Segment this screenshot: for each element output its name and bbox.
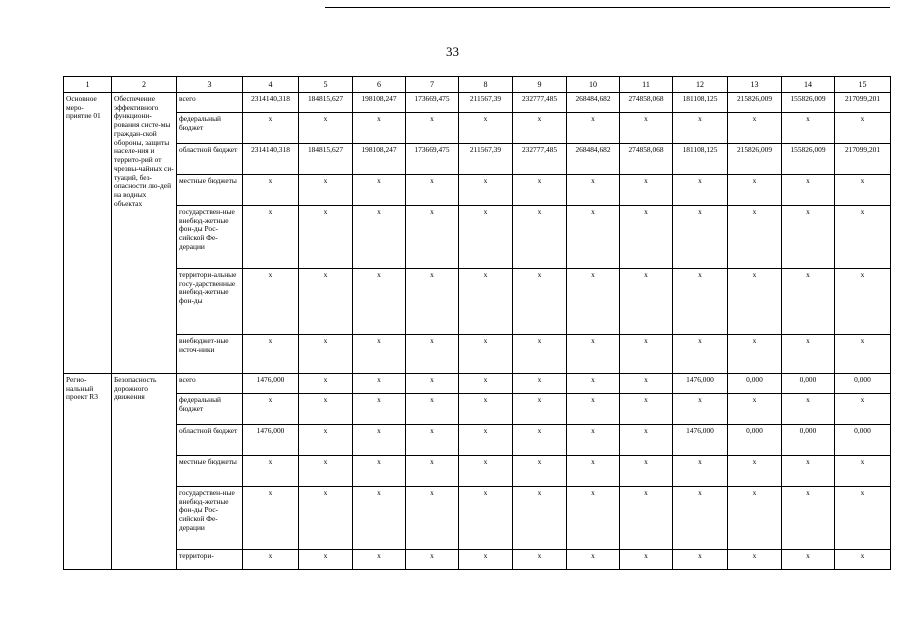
value-cell: х — [459, 113, 513, 144]
value-cell: х — [243, 335, 299, 374]
value-cell: х — [728, 113, 782, 144]
value-cell: 1476,000 — [673, 425, 728, 456]
value-cell: х — [353, 374, 406, 394]
value-cell: х — [620, 487, 673, 550]
table-row — [64, 206, 891, 269]
value-cell: х — [459, 425, 513, 456]
value-cell: х — [567, 550, 620, 570]
value-cell: х — [406, 335, 459, 374]
value-cell: х — [782, 335, 835, 374]
header-cell: 1 — [64, 77, 112, 93]
value-cell: х — [782, 394, 835, 425]
funding-source-cell: областной бюджет — [177, 144, 243, 175]
table-row — [64, 175, 891, 206]
value-cell: х — [567, 487, 620, 550]
value-cell: 215826,009 — [728, 93, 782, 113]
table-row — [64, 374, 891, 394]
value-cell: х — [353, 456, 406, 487]
value-cell: х — [835, 335, 891, 374]
value-cell: х — [673, 394, 728, 425]
value-cell: х — [567, 175, 620, 206]
header-cell: 15 — [835, 77, 891, 93]
value-cell: х — [620, 335, 673, 374]
header-cell: 8 — [459, 77, 513, 93]
value-cell: 217099,201 — [835, 93, 891, 113]
value-cell: 181108,125 — [673, 144, 728, 175]
table-row — [64, 550, 891, 570]
value-cell: х — [673, 487, 728, 550]
funding-source-cell: федеральный бюджет — [177, 394, 243, 425]
value-cell: х — [406, 175, 459, 206]
value-cell: х — [459, 456, 513, 487]
value-cell: 268484,682 — [567, 93, 620, 113]
value-cell: х — [513, 374, 567, 394]
table-row — [64, 144, 891, 175]
value-cell: х — [620, 175, 673, 206]
value-cell: х — [353, 550, 406, 570]
value-cell: 2314140,318 — [243, 93, 299, 113]
value-cell: х — [353, 113, 406, 144]
value-cell: х — [353, 487, 406, 550]
value-cell: 184815,627 — [299, 93, 353, 113]
value-cell: 215826,009 — [728, 144, 782, 175]
value-cell: х — [299, 175, 353, 206]
value-cell: х — [353, 269, 406, 335]
value-cell: х — [513, 113, 567, 144]
value-cell: х — [243, 550, 299, 570]
table-row — [64, 425, 891, 456]
value-cell: х — [620, 269, 673, 335]
value-cell: 232777,485 — [513, 144, 567, 175]
value-cell: х — [243, 113, 299, 144]
value-cell: х — [728, 487, 782, 550]
table-row — [64, 269, 891, 335]
value-cell: х — [673, 456, 728, 487]
value-cell: 268484,682 — [567, 144, 620, 175]
table-row — [64, 487, 891, 550]
value-cell: 2314140,318 — [243, 144, 299, 175]
value-cell: х — [353, 175, 406, 206]
header-cell: 7 — [406, 77, 459, 93]
value-cell: х — [567, 206, 620, 269]
value-cell: х — [353, 335, 406, 374]
value-cell: 1476,000 — [243, 425, 299, 456]
value-cell: х — [406, 456, 459, 487]
value-cell: х — [728, 175, 782, 206]
value-cell: х — [673, 550, 728, 570]
funding-source-cell: территори- — [177, 550, 243, 570]
value-cell: х — [673, 113, 728, 144]
value-cell: х — [299, 374, 353, 394]
value-cell: х — [299, 206, 353, 269]
value-cell: х — [728, 335, 782, 374]
value-cell: х — [728, 394, 782, 425]
value-cell: 211567,39 — [459, 93, 513, 113]
value-cell: х — [620, 113, 673, 144]
value-cell: 173669,475 — [406, 93, 459, 113]
funding-source-cell: всего — [177, 93, 243, 113]
value-cell: х — [459, 374, 513, 394]
value-cell: х — [782, 113, 835, 144]
value-cell: х — [728, 269, 782, 335]
value-cell: х — [406, 550, 459, 570]
value-cell: х — [835, 550, 891, 570]
value-cell: х — [406, 425, 459, 456]
table-row — [64, 93, 891, 113]
value-cell: х — [673, 175, 728, 206]
top-rule — [325, 7, 890, 8]
value-cell: 155826,009 — [782, 93, 835, 113]
value-cell: х — [835, 394, 891, 425]
funding-source-cell: государствен-ные внебюд-жетные фон-ды Рос-сийской Фе-дерации — [177, 206, 243, 269]
value-cell: х — [299, 487, 353, 550]
value-cell: х — [243, 456, 299, 487]
value-cell: х — [567, 113, 620, 144]
table-row — [64, 456, 891, 487]
value-cell: х — [835, 269, 891, 335]
value-cell: х — [513, 550, 567, 570]
value-cell: х — [567, 269, 620, 335]
value-cell: х — [567, 456, 620, 487]
value-cell: х — [728, 206, 782, 269]
page-number: 33 — [446, 44, 459, 59]
value-cell: х — [459, 550, 513, 570]
value-cell: х — [299, 550, 353, 570]
value-cell: х — [299, 113, 353, 144]
value-cell: х — [406, 487, 459, 550]
value-cell: х — [620, 456, 673, 487]
header-cell: 14 — [782, 77, 835, 93]
value-cell: х — [406, 113, 459, 144]
value-cell: 0,000 — [782, 374, 835, 394]
value-cell: х — [835, 487, 891, 550]
value-cell: 181108,125 — [673, 93, 728, 113]
value-cell: х — [513, 206, 567, 269]
value-cell: х — [782, 269, 835, 335]
value-cell: х — [513, 335, 567, 374]
header-cell: 10 — [567, 77, 620, 93]
value-cell: х — [459, 394, 513, 425]
value-cell: 211567,39 — [459, 144, 513, 175]
value-cell: 232777,485 — [513, 93, 567, 113]
value-cell: х — [782, 456, 835, 487]
value-cell: х — [243, 269, 299, 335]
value-cell: х — [673, 269, 728, 335]
value-cell: х — [459, 335, 513, 374]
table-row — [64, 335, 891, 374]
value-cell: х — [567, 335, 620, 374]
value-cell: х — [406, 394, 459, 425]
value-cell: х — [835, 456, 891, 487]
value-cell: х — [673, 206, 728, 269]
value-cell: 274858,068 — [620, 93, 673, 113]
value-cell: 173669,475 — [406, 144, 459, 175]
value-cell: 198108,247 — [353, 144, 406, 175]
funding-source-cell: местные бюджеты — [177, 456, 243, 487]
value-cell: 184815,627 — [299, 144, 353, 175]
value-cell: х — [782, 487, 835, 550]
value-cell: х — [513, 269, 567, 335]
funding-source-cell: всего — [177, 374, 243, 394]
value-cell: 1476,000 — [673, 374, 728, 394]
value-cell: х — [620, 550, 673, 570]
value-cell: х — [406, 374, 459, 394]
budget-table — [63, 76, 891, 570]
value-cell: х — [406, 206, 459, 269]
value-cell: 198108,247 — [353, 93, 406, 113]
value-cell: х — [459, 487, 513, 550]
event-name-cell: Основное меро-приятие 01 — [64, 93, 112, 374]
value-cell: х — [728, 550, 782, 570]
value-cell: х — [513, 487, 567, 550]
event-description-cell: Безопасность дорожного движения — [112, 374, 177, 570]
value-cell: х — [406, 269, 459, 335]
header-cell: 2 — [112, 77, 177, 93]
value-cell: х — [353, 206, 406, 269]
value-cell: 217099,201 — [835, 144, 891, 175]
event-name-cell: Регио-нальный проект R3 — [64, 374, 112, 570]
value-cell: 155826,009 — [782, 144, 835, 175]
header-cell: 6 — [353, 77, 406, 93]
funding-source-cell: государствен-ные внебюд-жетные фон-ды Рос-сийской Фе-дерации — [177, 487, 243, 550]
value-cell: х — [299, 425, 353, 456]
value-cell: х — [459, 206, 513, 269]
table-row — [64, 113, 891, 144]
header-cell: 4 — [243, 77, 299, 93]
value-cell: х — [459, 175, 513, 206]
value-cell: х — [782, 206, 835, 269]
value-cell: х — [299, 269, 353, 335]
funding-source-cell: федеральный бюджет — [177, 113, 243, 144]
value-cell: х — [459, 269, 513, 335]
value-cell: 0,000 — [835, 425, 891, 456]
value-cell: х — [299, 394, 353, 425]
funding-source-cell: областной бюджет — [177, 425, 243, 456]
header-cell: 5 — [299, 77, 353, 93]
value-cell: х — [620, 394, 673, 425]
value-cell: х — [243, 206, 299, 269]
value-cell: х — [835, 113, 891, 144]
funding-source-cell: местные бюджеты — [177, 175, 243, 206]
value-cell: х — [835, 175, 891, 206]
value-cell: х — [567, 425, 620, 456]
value-cell: х — [782, 550, 835, 570]
value-cell: х — [513, 425, 567, 456]
value-cell: х — [299, 456, 353, 487]
event-description-cell: Обеспечение эффективного функциони-рования систе-мы граждан-ской обороны, защиты населе-ния и террито-рий от чрезвы-чайных си-туаций, без-опасности лю-дей на водных объектах — [112, 93, 177, 374]
value-cell: 0,000 — [728, 374, 782, 394]
value-cell: х — [513, 175, 567, 206]
header-cell: 9 — [513, 77, 567, 93]
value-cell: х — [513, 456, 567, 487]
value-cell: х — [620, 374, 673, 394]
value-cell: х — [620, 425, 673, 456]
value-cell: х — [299, 335, 353, 374]
value-cell: х — [673, 335, 728, 374]
header-cell: 3 — [177, 77, 243, 93]
value-cell: х — [243, 394, 299, 425]
value-cell: х — [567, 394, 620, 425]
value-cell: х — [513, 394, 567, 425]
table-row — [64, 394, 891, 425]
value-cell: 274858,068 — [620, 144, 673, 175]
header-cell: 12 — [673, 77, 728, 93]
value-cell: 1476,000 — [243, 374, 299, 394]
value-cell: х — [243, 487, 299, 550]
value-cell: х — [620, 206, 673, 269]
header-cell: 13 — [728, 77, 782, 93]
funding-source-cell: территори-альные госу-дарственные внебюд-жетные фон-ды — [177, 269, 243, 335]
funding-source-cell: внебюджет-ные источ-ники — [177, 335, 243, 374]
value-cell: х — [728, 456, 782, 487]
value-cell: х — [835, 206, 891, 269]
value-cell: 0,000 — [728, 425, 782, 456]
header-cell: 11 — [620, 77, 673, 93]
value-cell: 0,000 — [835, 374, 891, 394]
value-cell: х — [782, 175, 835, 206]
value-cell: х — [353, 425, 406, 456]
header-row — [64, 77, 891, 93]
value-cell: х — [243, 175, 299, 206]
value-cell: 0,000 — [782, 425, 835, 456]
value-cell: х — [353, 394, 406, 425]
value-cell: х — [567, 374, 620, 394]
